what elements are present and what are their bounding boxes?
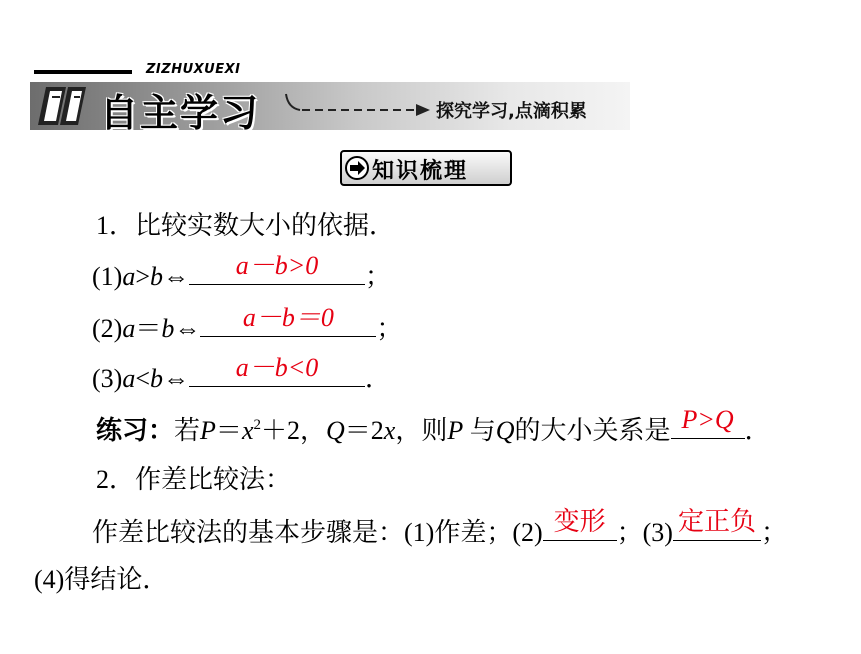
item2-heading: 2．作差比较法： bbox=[96, 465, 292, 494]
row-number: (2) bbox=[92, 314, 123, 343]
answer-text: a－b>0 bbox=[235, 251, 319, 280]
answer-blank bbox=[189, 353, 365, 387]
practice-text: ，则 bbox=[395, 416, 448, 445]
practice-label: 练习： bbox=[96, 416, 175, 446]
row-end-punct: ； bbox=[365, 262, 392, 291]
item2-step4: (4)得结论． bbox=[34, 565, 169, 594]
var-b: b bbox=[150, 262, 163, 291]
answer-text: a－b＝0 bbox=[242, 303, 334, 332]
var-a: a bbox=[122, 262, 136, 291]
item2-steps-line bbox=[92, 507, 787, 549]
section-badge-label: 知识梳理 bbox=[372, 159, 469, 184]
var-P: P bbox=[200, 416, 216, 445]
operator: ＝ bbox=[135, 314, 162, 343]
compare-row-2 bbox=[92, 303, 403, 345]
operator: ＝ bbox=[215, 416, 242, 445]
var-Q: Q bbox=[326, 416, 345, 445]
practice-line bbox=[96, 405, 771, 447]
var-a: a bbox=[122, 314, 136, 343]
answer-blank bbox=[200, 303, 376, 337]
answer-text: 变形 bbox=[553, 507, 606, 536]
answer-blank bbox=[189, 251, 365, 285]
item1-heading: 1．比较实数大小的依据． bbox=[96, 211, 396, 240]
compare-row-1 bbox=[92, 251, 392, 293]
header-top-rule bbox=[34, 70, 132, 74]
answer-blank bbox=[671, 405, 745, 439]
var-P: P bbox=[447, 416, 464, 445]
iff-symbol: ⇔ bbox=[163, 262, 189, 291]
row-end-punct: ． bbox=[744, 416, 771, 445]
answer-blank bbox=[673, 507, 761, 541]
operator: > bbox=[135, 262, 150, 291]
answer-text: a－b<0 bbox=[235, 353, 319, 382]
practice-text: ＋2， bbox=[260, 416, 326, 445]
var-a: a bbox=[122, 364, 136, 393]
operator: < bbox=[135, 364, 150, 393]
row-end-punct: ； bbox=[376, 314, 403, 343]
iff-symbol: ⇔ bbox=[163, 364, 189, 393]
practice-text: 若 bbox=[174, 416, 201, 445]
practice-text: 与 bbox=[463, 416, 496, 445]
compare-row-3 bbox=[92, 353, 392, 395]
steps-text: 作差比较法的基本步骤是：(1)作差；(2) bbox=[92, 518, 543, 547]
header-title: 自主学习 bbox=[100, 91, 261, 135]
iff-symbol: ⇔ bbox=[174, 314, 201, 343]
var-x: x bbox=[241, 416, 254, 445]
var-x: x bbox=[383, 416, 396, 445]
row-number: (3) bbox=[92, 364, 123, 393]
header-subtitle: 探究学习,点滴积累 bbox=[436, 101, 587, 122]
operator: ＝2 bbox=[344, 416, 384, 445]
practice-text: 的大小关系是 bbox=[514, 416, 671, 445]
var-b: b bbox=[150, 364, 163, 393]
arrow-circle-icon bbox=[344, 155, 370, 181]
steps-text: ； bbox=[760, 518, 787, 547]
answer-blank bbox=[543, 507, 617, 541]
row-end-punct: ． bbox=[365, 364, 392, 393]
exponent: 2 bbox=[253, 417, 261, 433]
header-pinyin: ZIZHUXUEXI bbox=[146, 62, 241, 77]
book-logo-icon bbox=[36, 83, 94, 129]
var-b: b bbox=[161, 314, 175, 343]
answer-text: P>Q bbox=[681, 405, 734, 434]
steps-text: ；(3) bbox=[616, 518, 673, 547]
dashed-arrow-icon bbox=[284, 92, 434, 122]
var-Q: Q bbox=[495, 416, 515, 445]
row-number: (1) bbox=[92, 262, 123, 291]
answer-text: 定正负 bbox=[677, 507, 756, 536]
